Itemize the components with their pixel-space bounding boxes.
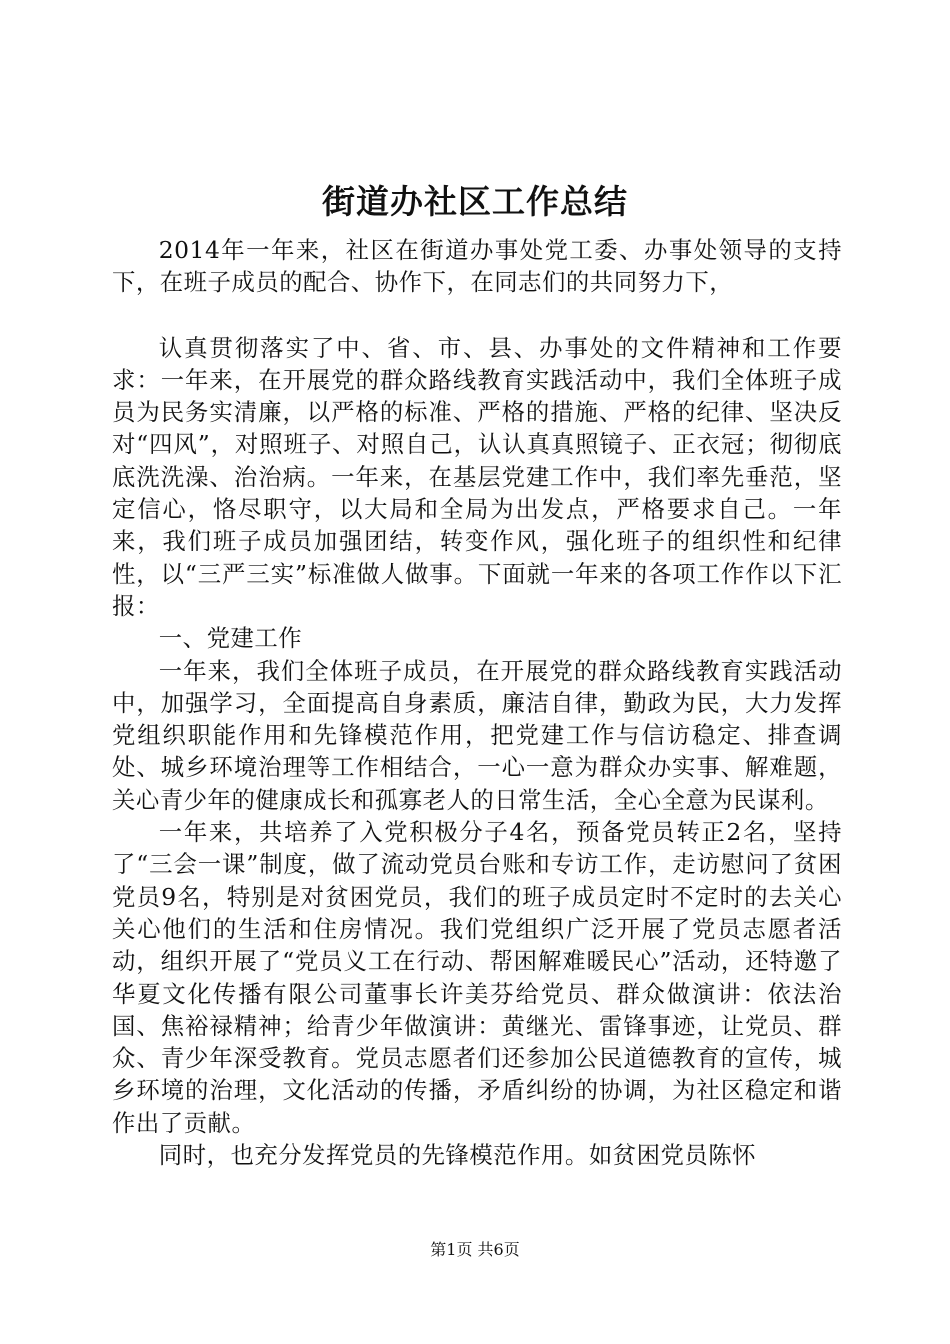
paragraph-party-members: 一年来，共培养了入党积极分子4名，预备党员转正2名，坚持了“三会一课”制度，做了流动党员台账和专访工作，走访慰问了贫困党员9名，特别是对贫困党员，我们的班子成员定时不定时的去关心关心他们的生活和住房情况。我们党组织广泛开展了党员志愿者活动，组织开展了“党员义工在行动、帮困解难暖民心”活动，还特邀了华夏文化传播有限公司董事长许美芬给党员、群众做演讲：依法治国、焦裕禄精神；给青少年做演讲：黄继光、雷锋事迹，让党员、群众、青少年深受教育。党员志愿者们还参加公民道德教育的宣传，城乡环境的治理，文化活动的传播，矛盾纠纷的协调，为社区稳定和谐作出了贡献。: [112, 818, 842, 1137]
paragraph-requirements: 认真贯彻落实了中、省、市、县、办事处的文件精神和工作要求：一年来，在开展党的群众路线教育实践活动中，我们全体班子成员为民务实清廉，以严格的标准、严格的措施、严格的纪律、坚决反对“四风”，对照班子、对照自己，认认真真照镜子、正衣冠；彻彻底底洗洗澡、治治病。一年来，在基层党建工作中，我们率先垂范，坚定信心，恪尽职守，以大局和全局为出发点，严格要求自己。一年来，我们班子成员加强团结，转变作风，强化班子的组织性和纪律性，以“三严三实”标准做人做事。下面就一年来的各项工作作以下汇报：: [112, 333, 842, 620]
document-title: 街道办社区工作总结: [322, 182, 628, 221]
paragraph-party-building: 一年来，我们全体班子成员，在开展党的群众路线教育实践活动中，加强学习，全面提高自身素质，廉洁自律，勤政为民，大力发挥党组织职能作用和先锋模范作用，把党建工作与信访稳定、排查调处、城乡环境治理等工作相结合，一心一意为群众办实事、解难题，关心青少年的健康成长和孤寡老人的日常生活，全心全意为民谋利。: [112, 656, 842, 814]
document-body: [112, 234, 842, 1171]
paragraph-intro: 2014年一年来，社区在街道办事处党工委、办事处领导的支持下，在班子成员的配合、协作下，在同志们的共同努力下，: [112, 236, 842, 297]
section-heading-party-building: 一、党建工作: [158, 624, 303, 653]
paragraph-pioneer-role: 同时，也充分发挥党员的先锋模范作用。如贫困党员陈怀: [158, 1141, 757, 1170]
page-number-footer: 第1页 共6页: [430, 1240, 520, 1259]
